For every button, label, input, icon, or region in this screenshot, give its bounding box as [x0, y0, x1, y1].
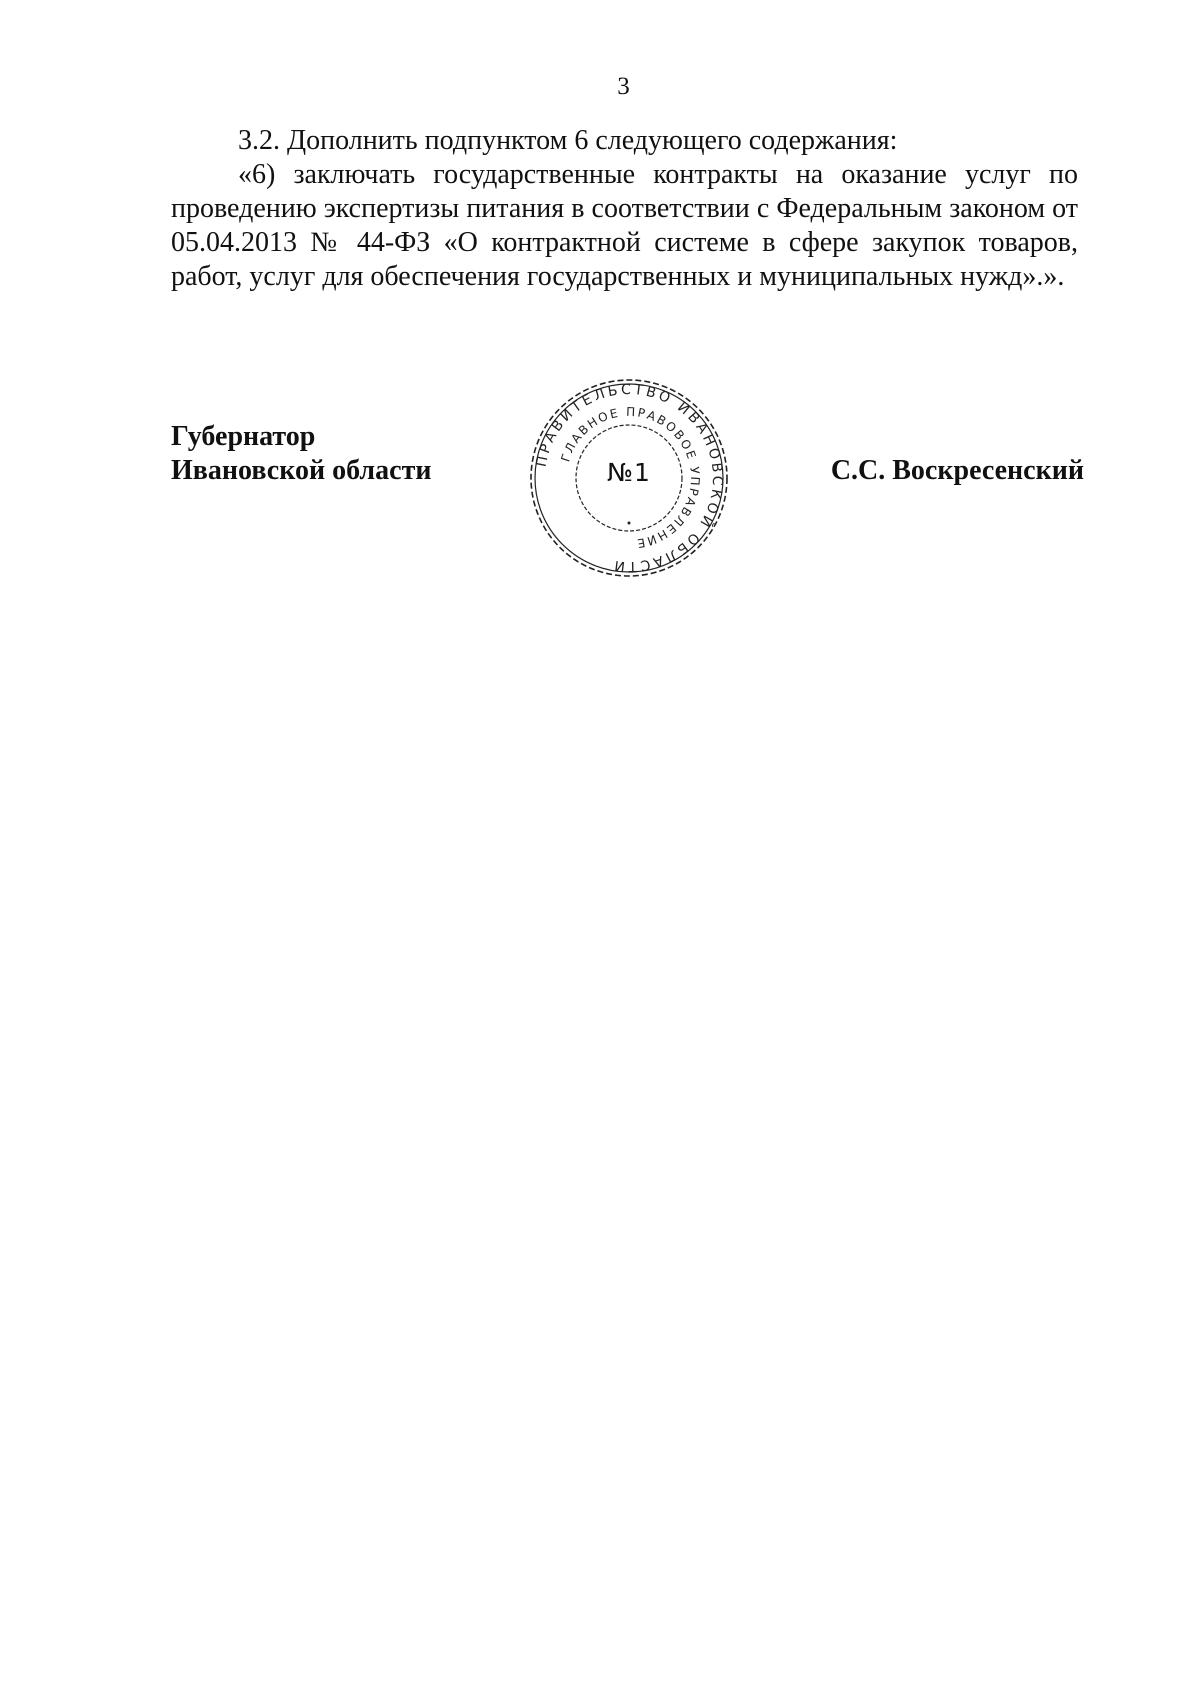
paragraph-subitem-6: «6) заключать государственные контракты на оказание услуг по проведению экспертизы питания в соответствии с Федеральным законом от 05.04.2013 № 44-ФЗ «О контрактной системе в сфере закупок товаров, работ, услуг для обеспечения государственных и муниципальных нужд».».	[171, 159, 1078, 292]
official-seal	[524, 373, 734, 583]
seal-inner-text: ГЛАВНОЕ ПРАВОВОЕ УПРАВЛЕНИЕ	[558, 404, 703, 551]
seal-outer-text: ПРАВИТЕЛЬСТВО ИВАНОВСКОЙ ОБЛАСТИ	[533, 381, 726, 575]
seal-dot	[628, 522, 631, 525]
seal-number: №1	[607, 458, 651, 487]
page-number: 3	[617, 73, 630, 100]
signatory-name: С.С. Воскресенский	[830, 455, 1084, 486]
signatory-position	[171, 420, 431, 488]
signatory-position-line2: Ивановской области	[171, 455, 432, 486]
paragraph-3-2: 3.2. Дополнить подпунктом 6 следующего содержания:	[238, 125, 898, 156]
signatory-position-line1: Губернатор	[171, 421, 316, 452]
document-body	[171, 124, 1078, 294]
